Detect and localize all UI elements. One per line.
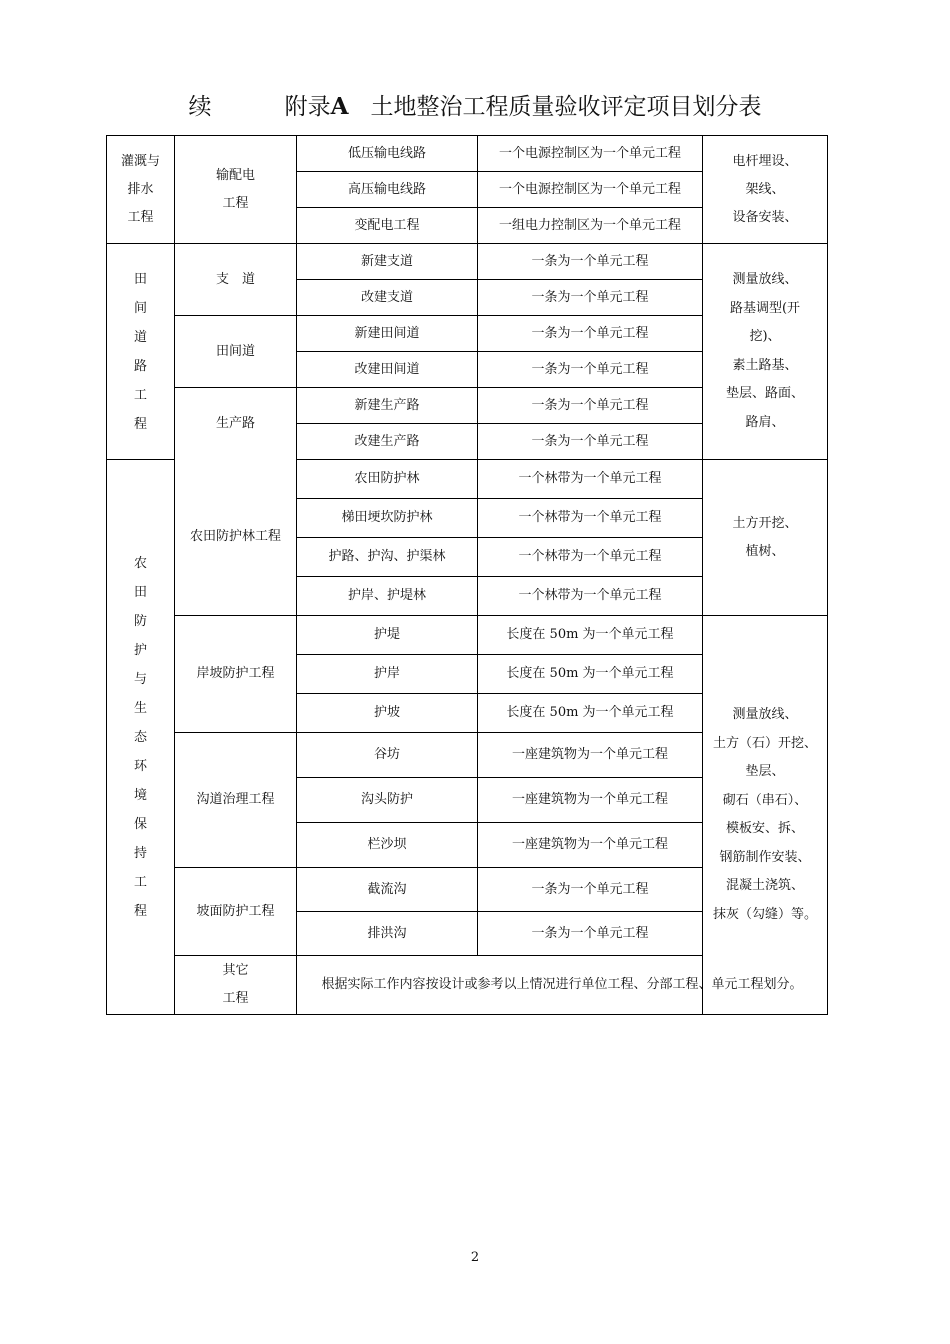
category-irrigation: 灌溉与 排水 工程 <box>107 136 175 244</box>
item-division: 长度在 50m 为一个单元工程 <box>478 694 703 733</box>
page-title <box>0 88 950 121</box>
sub-field-road: 田间道 <box>175 316 297 388</box>
item-division: 一条为一个单元工程 <box>478 868 703 912</box>
item-division: 一条为一个单元工程 <box>478 244 703 280</box>
sub-shelter-forest: 农田防护林工程 <box>175 460 297 616</box>
item-name: 改建支道 <box>297 280 478 316</box>
item-name: 护岸、护堤林 <box>297 577 478 616</box>
item-name: 护岸 <box>297 655 478 694</box>
category-protection-label: 农田防护与生态环境保持工程 <box>133 555 147 919</box>
item-division: 长度在 50m 为一个单元工程 <box>478 655 703 694</box>
item-division: 一座建筑物为一个单元工程 <box>478 778 703 823</box>
title-text: 土地整治工程质量验收评定项目划分表 <box>348 94 762 120</box>
item-division: 一个林带为一个单元工程 <box>478 460 703 499</box>
work-forest: 土方开挖、 植树、 <box>703 460 828 616</box>
item-name: 高压输电线路 <box>297 172 478 208</box>
category-protection <box>107 460 175 1015</box>
item-name: 变配电工程 <box>297 208 478 244</box>
item-division: 一座建筑物为一个单元工程 <box>478 733 703 778</box>
item-name: 谷坊 <box>297 733 478 778</box>
item-division: 一条为一个单元工程 <box>478 316 703 352</box>
item-division: 一条为一个单元工程 <box>478 912 703 956</box>
item-name: 新建田间道 <box>297 316 478 352</box>
sub-bank-protection: 岸坡防护工程 <box>175 616 297 733</box>
sub-gully-treatment: 沟道治理工程 <box>175 733 297 868</box>
item-name: 沟头防护 <box>297 778 478 823</box>
item-division: 一座建筑物为一个单元工程 <box>478 823 703 868</box>
other-note: 根据实际工作内容按设计或参考以上情况进行单位工程、分部工程、单元工程划分。 <box>297 956 828 1015</box>
work-road: 测量放线、 路基调型(开 挖)、 素土路基、 垫层、路面、 路肩、 <box>703 244 828 460</box>
category-other: 其它 工程 <box>175 956 297 1015</box>
item-name: 护路、护沟、护渠林 <box>297 538 478 577</box>
item-division: 长度在 50m 为一个单元工程 <box>478 616 703 655</box>
item-name: 护坡 <box>297 694 478 733</box>
item-name: 改建生产路 <box>297 424 478 460</box>
item-name: 截流沟 <box>297 868 478 912</box>
title-prefix: 续 附录 <box>188 94 331 120</box>
category-road <box>107 244 175 460</box>
item-name: 栏沙坝 <box>297 823 478 868</box>
item-name: 新建支道 <box>297 244 478 280</box>
category-road-label: 田间道路工程 <box>133 271 147 432</box>
work-irrigation: 电杆埋设、 架线、 设备安装、 <box>703 136 828 244</box>
item-name: 梯田埂坎防护林 <box>297 499 478 538</box>
sub-branch-road: 支 道 <box>175 244 297 316</box>
item-name: 改建田间道 <box>297 352 478 388</box>
item-name: 低压输电线路 <box>297 136 478 172</box>
item-division: 一个林带为一个单元工程 <box>478 538 703 577</box>
item-division: 一条为一个单元工程 <box>478 352 703 388</box>
item-division: 一条为一个单元工程 <box>478 280 703 316</box>
item-name: 新建生产路 <box>297 388 478 424</box>
item-division: 一条为一个单元工程 <box>478 388 703 424</box>
item-division: 一组电力控制区为一个单元工程 <box>478 208 703 244</box>
item-division: 一个电源控制区为一个单元工程 <box>478 172 703 208</box>
work-protection: 测量放线、 土方（石）开挖、 垫层、 砌石（串石）、 模板安、拆、 钢筋制作安装、 混凝土浇筑、 抹灰（勾缝）等。 <box>703 616 828 1015</box>
item-division: 一个电源控制区为一个单元工程 <box>478 136 703 172</box>
item-name: 农田防护林 <box>297 460 478 499</box>
item-division: 一个林带为一个单元工程 <box>478 499 703 538</box>
item-name: 护堤 <box>297 616 478 655</box>
sub-production-road: 生产路 <box>175 388 297 460</box>
sub-power-distribution: 输配电 工程 <box>175 136 297 244</box>
sub-slope-protection: 坡面防护工程 <box>175 868 297 956</box>
project-division-table <box>106 135 828 1015</box>
item-name: 排洪沟 <box>297 912 478 956</box>
item-division: 一个林带为一个单元工程 <box>478 577 703 616</box>
page-number: 2 <box>470 1250 480 1265</box>
title-appendix-letter: A <box>330 93 349 120</box>
item-division: 一条为一个单元工程 <box>478 424 703 460</box>
